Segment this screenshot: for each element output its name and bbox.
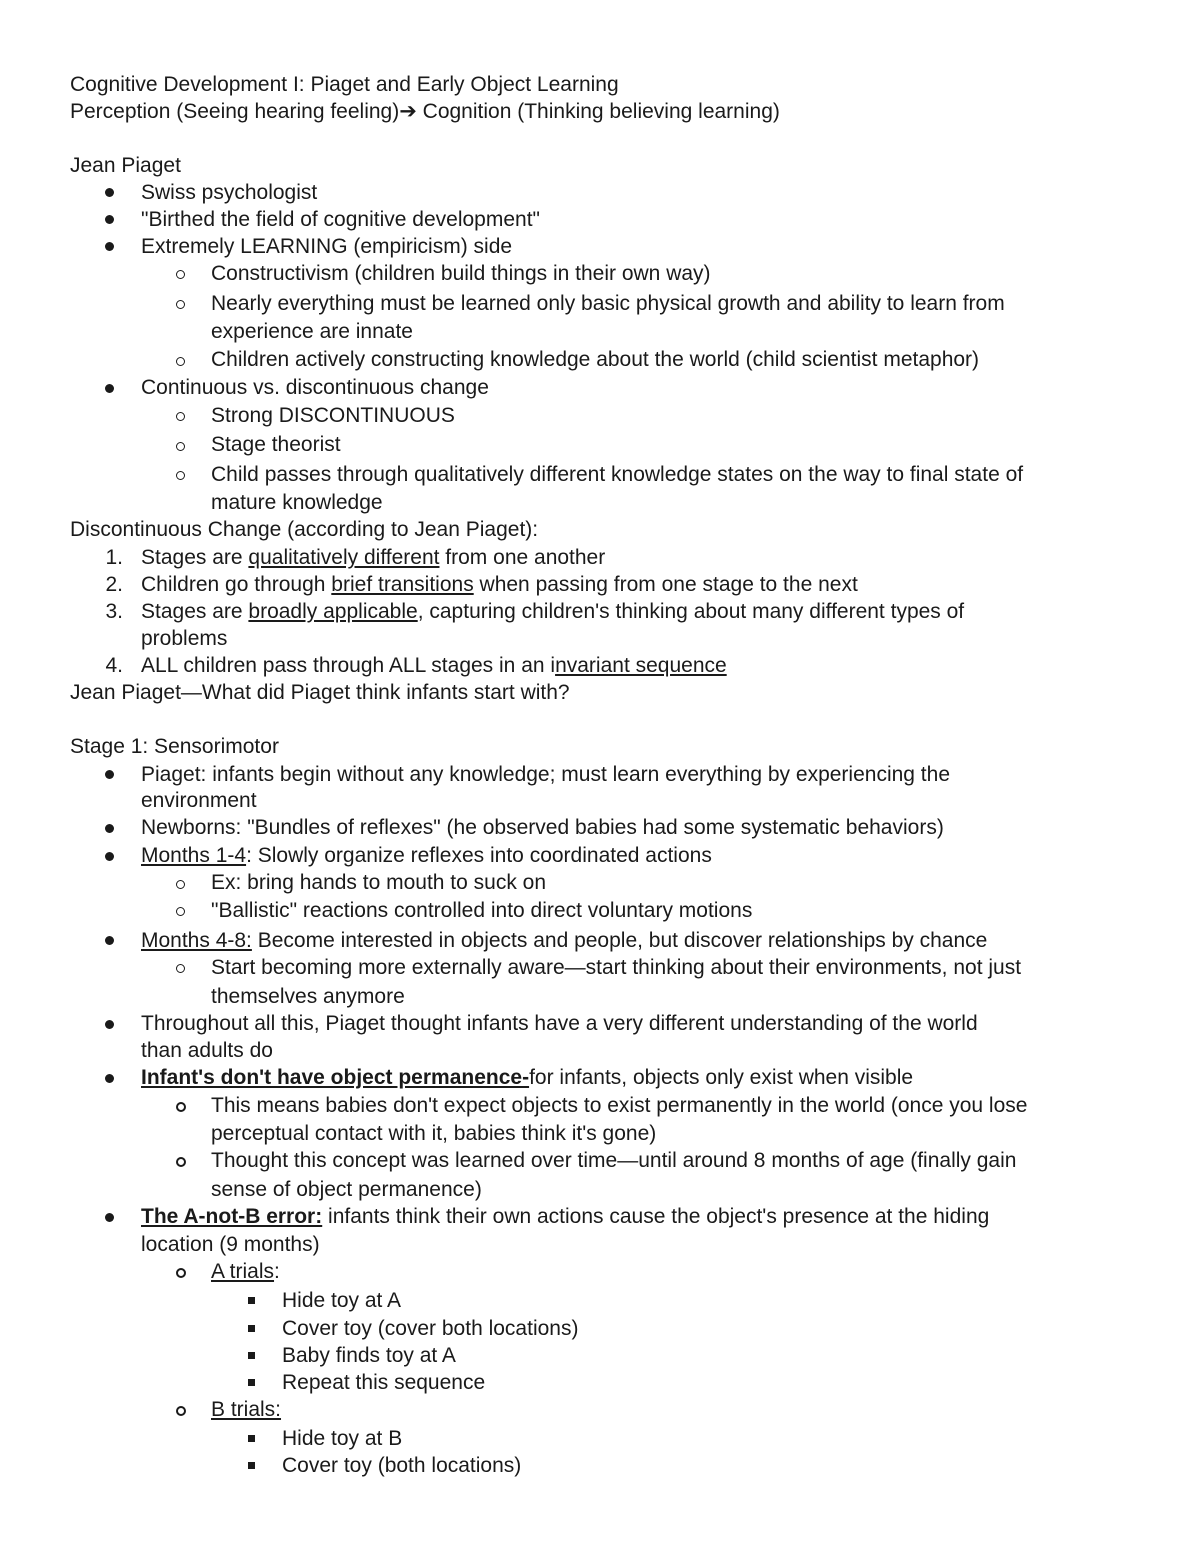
document-subtitle [70, 98, 780, 126]
sub-bullet-icon [176, 1406, 186, 1416]
bold-term: The A-not-B error: [141, 1205, 323, 1228]
underlined-term: nvariant sequence [555, 654, 727, 677]
list-item: Months 1-4: Slowly organize reflexes into coordinated actions [141, 844, 712, 867]
bullet-icon [105, 770, 114, 779]
numbered-item-continuation: problems [141, 627, 228, 650]
question-line: Jean Piaget—What did Piaget think infants start with? [70, 681, 570, 704]
list-item: Stage theorist [211, 433, 341, 456]
underlined-term: B trials: [211, 1398, 282, 1421]
list-item-continuation: environment [141, 789, 257, 812]
list-item-b-trials [211, 1396, 281, 1424]
list-item: Start becoming more externally aware—start thinking about their environments, not just [211, 956, 1022, 979]
list-item: Thought this concept was learned over time—until around 8 months of age (finally gain [211, 1149, 1017, 1172]
bullet-icon [105, 936, 114, 945]
sub-bullet-icon [176, 907, 185, 916]
list-item: Extremely LEARNING (empiricism) side [141, 235, 513, 258]
bullet-icon [105, 852, 114, 861]
sub-bullet-icon [176, 880, 185, 889]
list-item-continuation: than adults do [141, 1039, 273, 1062]
bullet-icon [105, 824, 114, 833]
underlined-term: qualitatively different [248, 546, 440, 569]
list-item-continuation: location (9 months) [141, 1233, 320, 1256]
numbered-item: Stages are qualitatively different from one another [141, 546, 606, 569]
numbered-item: ALL children pass through ALL stages in an invariant sequence [141, 654, 727, 677]
subtitle-cognition: Cognition (Thinking believing learning) [416, 100, 780, 123]
square-bullet-icon [248, 1379, 255, 1386]
bullet-icon [105, 1074, 114, 1083]
numbered-item: Stages are broadly applicable, capturing children's thinking about many different types of [141, 600, 965, 623]
list-item: Repeat this sequence [282, 1371, 486, 1394]
list-item: "Ballistic" reactions controlled into direct voluntary motions [211, 899, 753, 922]
sub-bullet-icon [176, 412, 185, 421]
list-item: "Birthed the field of cognitive development" [141, 208, 540, 231]
list-number: 3. [105, 600, 123, 623]
bold-term: Infant's don't have object permanence- [141, 1066, 530, 1089]
underlined-term: Months 1-4 [141, 844, 247, 867]
list-item-continuation: perceptual contact with it, babies think it's gone) [211, 1122, 657, 1145]
underlined-term: Months 4-8: [141, 929, 252, 952]
list-number: 2. [105, 573, 123, 596]
list-item: Infant's don't have object permanence-for infants, objects only exist when visible [141, 1066, 914, 1089]
sub-bullet-icon [176, 270, 185, 279]
list-item-continuation: mature knowledge [211, 491, 383, 514]
section-heading-jean-piaget: Jean Piaget [70, 154, 181, 177]
list-item: Constructivism (children build things in their own way) [211, 262, 711, 285]
list-item-continuation: sense of object permanence) [211, 1178, 482, 1201]
list-item: Newborns: "Bundles of reflexes" (he observed babies had some systematic behaviors) [141, 816, 944, 839]
sub-bullet-icon [176, 471, 185, 480]
list-item: Children actively constructing knowledge about the world (child scientist metaphor) [211, 348, 980, 371]
square-bullet-icon [248, 1297, 255, 1304]
arrow-icon: ➔ [399, 100, 417, 123]
sub-bullet-icon [176, 1157, 186, 1167]
underlined-term: broadly applicable [248, 600, 418, 623]
sub-bullet-icon [176, 300, 185, 309]
bullet-icon [105, 1020, 114, 1029]
list-item: Child passes through qualitatively different knowledge states on the way to final state of [211, 463, 1024, 486]
sub-bullet-icon [176, 357, 185, 366]
list-item: Continuous vs. discontinuous change [141, 376, 489, 399]
list-item: Hide toy at A [282, 1289, 402, 1312]
bullet-icon [105, 215, 114, 224]
sub-bullet-icon [176, 442, 185, 451]
bullet-icon [105, 384, 114, 393]
section-heading-discontinuous-change: Discontinuous Change (according to Jean Piaget): [70, 518, 539, 541]
list-item-continuation: themselves anymore [211, 985, 405, 1008]
square-bullet-icon [248, 1435, 255, 1442]
bullet-icon [105, 188, 114, 197]
document-title: Cognitive Development I: Piaget and Early Object Learning [70, 73, 619, 96]
list-item: Ex: bring hands to mouth to suck on [211, 871, 547, 894]
list-item: This means babies don't expect objects to exist permanently in the world (once you lose [211, 1094, 1028, 1117]
list-item: Piaget: infants begin without any knowledge; must learn everything by experiencing the [141, 763, 950, 786]
list-item: Cover toy (both locations) [282, 1454, 522, 1477]
sub-bullet-icon [176, 964, 185, 973]
list-number: 4. [105, 654, 123, 677]
list-item-continuation: experience are innate [211, 320, 413, 343]
list-item: Months 4-8: Become interested in objects and people, but discover relationships by chance [141, 929, 988, 952]
underlined-term: brief transitions [331, 573, 474, 596]
list-item: Nearly everything must be learned only basic physical growth and ability to learn from [211, 292, 1005, 315]
numbered-item: Children go through brief transitions when passing from one stage to the next [141, 573, 858, 596]
section-heading-stage-1: Stage 1: Sensorimotor [70, 735, 279, 758]
underlined-term: A trials [211, 1260, 275, 1283]
list-item: Cover toy (cover both locations) [282, 1317, 579, 1340]
square-bullet-icon [248, 1462, 255, 1469]
list-item: Hide toy at B [282, 1427, 403, 1450]
bullet-icon [105, 1213, 114, 1222]
list-number: 1. [105, 546, 123, 569]
subtitle-perception: Perception (Seeing hearing feeling) [70, 100, 400, 123]
list-item: Swiss psychologist [141, 181, 318, 204]
list-item-a-trials: A trials: [211, 1260, 280, 1283]
sub-bullet-icon [176, 1268, 186, 1278]
bullet-icon [105, 242, 114, 251]
square-bullet-icon [248, 1352, 255, 1359]
list-item: Baby finds toy at A [282, 1344, 456, 1367]
list-item: Strong DISCONTINUOUS [211, 404, 455, 427]
list-item: Throughout all this, Piaget thought infants have a very different understanding of the world [141, 1012, 978, 1035]
list-item: The A-not-B error: infants think their own actions cause the object's presence at the hiding [141, 1205, 990, 1228]
sub-bullet-icon [176, 1102, 186, 1112]
square-bullet-icon [248, 1325, 255, 1332]
